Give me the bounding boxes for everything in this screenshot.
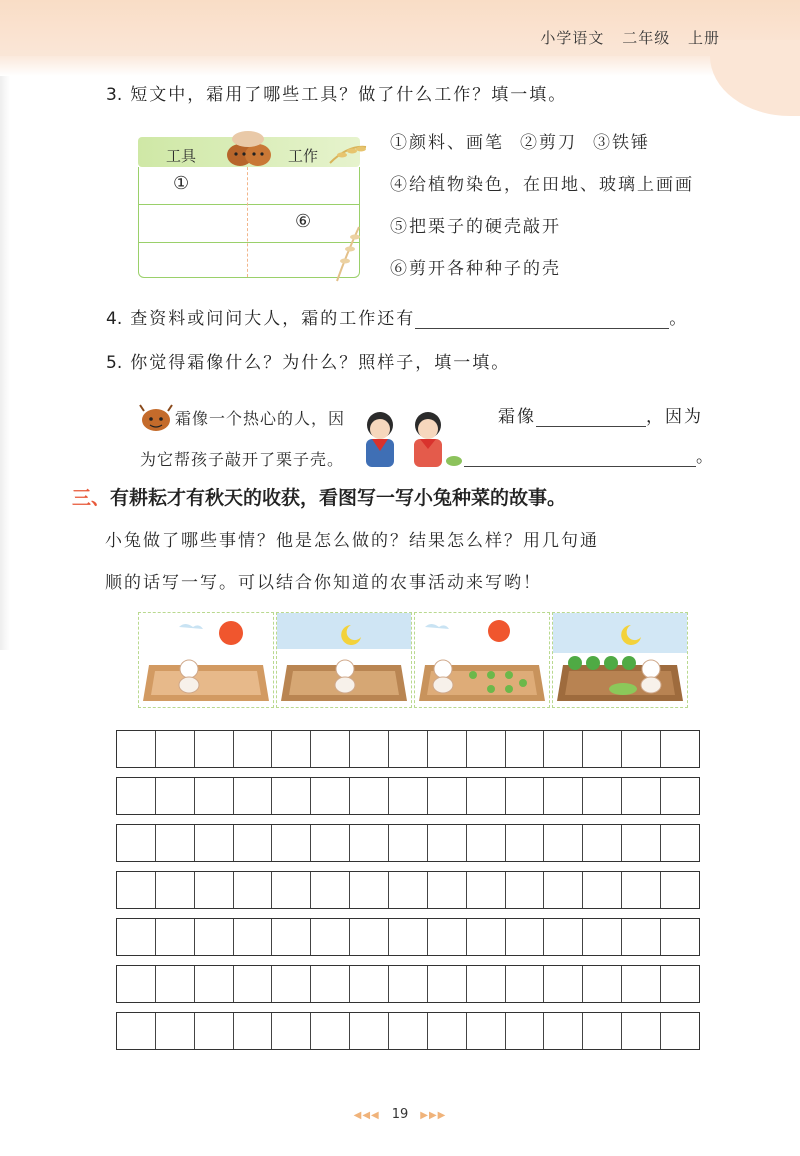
section-3-instruction-2: 顺的话写一写。可以结合你知道的农事活动来写哟！: [105, 573, 542, 593]
grid-cell[interactable]: [428, 825, 467, 861]
grid-cell[interactable]: [661, 966, 699, 1002]
grid-cell[interactable]: [544, 778, 583, 814]
grid-row: [116, 918, 700, 956]
header-subject: 小学语文: [540, 29, 605, 47]
grid-cell[interactable]: [234, 1013, 273, 1049]
question-4-end: 。: [669, 309, 687, 329]
grid-cell[interactable]: [506, 1013, 545, 1049]
grid-cell[interactable]: [311, 966, 350, 1002]
grid-cell[interactable]: [389, 919, 428, 955]
grid-cell[interactable]: [583, 1013, 622, 1049]
option-item: ①颜料、画笔: [390, 133, 504, 153]
tool-work-table: [138, 137, 360, 279]
grid-cell[interactable]: [156, 966, 195, 1002]
grid-cell[interactable]: [195, 872, 234, 908]
grid-cell[interactable]: [272, 1013, 311, 1049]
grid-cell[interactable]: [506, 919, 545, 955]
grid-row: [116, 871, 700, 909]
grid-cell[interactable]: [622, 966, 661, 1002]
grid-cell[interactable]: [311, 825, 350, 861]
grid-cell[interactable]: [234, 919, 273, 955]
table-cell-tool: ①: [173, 173, 190, 194]
grid-cell[interactable]: [583, 825, 622, 861]
grid-cell[interactable]: [544, 919, 583, 955]
grid-cell[interactable]: [156, 825, 195, 861]
section-3-instruction-1: 小兔做了哪些事情？他是怎么做的？结果怎么样？用几句通: [105, 531, 599, 551]
chestnut-illustration: [218, 127, 278, 169]
grid-cell[interactable]: [661, 1013, 699, 1049]
grid-cell[interactable]: [389, 825, 428, 861]
grid-cell[interactable]: [156, 731, 195, 767]
question-5: [106, 348, 510, 373]
option-item: ⑤把栗子的硬壳敲开: [390, 217, 561, 237]
story-picture-3: [414, 612, 550, 708]
grid-cell[interactable]: [272, 825, 311, 861]
grid-cell[interactable]: [117, 1013, 156, 1049]
grid-cell[interactable]: [389, 1013, 428, 1049]
grid-cell[interactable]: [467, 966, 506, 1002]
left-arrows: ◀◀◀: [353, 1110, 380, 1121]
fill-end: 。: [696, 447, 713, 467]
grid-cell[interactable]: [350, 825, 389, 861]
grid-cell[interactable]: [311, 778, 350, 814]
grid-cell[interactable]: [195, 919, 234, 955]
grid-cell[interactable]: [350, 731, 389, 767]
story-picture-1: [138, 612, 274, 708]
grid-row: [116, 965, 700, 1003]
grid-cell[interactable]: [467, 919, 506, 955]
grid-cell[interactable]: [350, 872, 389, 908]
option-line: [390, 254, 710, 296]
wheat-icon: [328, 143, 368, 167]
grid-row: [116, 730, 700, 768]
grid-cell[interactable]: [350, 1013, 389, 1049]
page-footer: [0, 1107, 800, 1122]
example-line-2: 为它帮孩子敲开了栗子壳。: [140, 450, 345, 469]
grid-cell[interactable]: [506, 778, 545, 814]
page-edge: [0, 0, 10, 650]
story-picture-2: [276, 612, 412, 708]
section-3-heading: [72, 483, 566, 510]
question-5-text: 你觉得霜像什么？为什么？照样子，填一填。: [130, 353, 511, 373]
grid-cell[interactable]: [467, 778, 506, 814]
grid-cell[interactable]: [583, 919, 622, 955]
grid-cell[interactable]: [234, 731, 273, 767]
option-item: ④给植物染色，在田地、玻璃上画画: [390, 175, 694, 195]
page-header: [528, 27, 720, 48]
grid-cell[interactable]: [117, 825, 156, 861]
fill-mid: ，因为: [646, 407, 703, 427]
children-illustration: [350, 405, 462, 469]
answer-blank[interactable]: [536, 406, 646, 427]
grid-cell[interactable]: [583, 872, 622, 908]
grid-cell[interactable]: [195, 1013, 234, 1049]
grid-cell[interactable]: [350, 966, 389, 1002]
answer-blank[interactable]: [464, 446, 696, 467]
answer-blank[interactable]: [415, 306, 669, 329]
grid-cell[interactable]: [350, 919, 389, 955]
grid-cell[interactable]: [622, 1013, 661, 1049]
grid-cell[interactable]: [156, 872, 195, 908]
header-fade: [0, 56, 720, 76]
grid-row: [116, 1012, 700, 1050]
grid-cell[interactable]: [506, 731, 545, 767]
grid-cell[interactable]: [117, 731, 156, 767]
table-cell-work: ⑥: [295, 211, 312, 232]
grid-cell[interactable]: [428, 778, 467, 814]
section-3-number: 三、: [72, 487, 111, 509]
grid-cell[interactable]: [506, 825, 545, 861]
grid-cell[interactable]: [272, 731, 311, 767]
grid-cell[interactable]: [467, 872, 506, 908]
grid-cell[interactable]: [428, 966, 467, 1002]
grid-cell[interactable]: [272, 778, 311, 814]
grid-cell[interactable]: [156, 1013, 195, 1049]
page-number: 19: [391, 1107, 409, 1122]
grid-cell[interactable]: [428, 919, 467, 955]
table-header-tool: 工具: [166, 147, 197, 165]
question-3: [106, 80, 567, 105]
grid-cell[interactable]: [583, 778, 622, 814]
grid-cell[interactable]: [117, 919, 156, 955]
grid-cell[interactable]: [234, 778, 273, 814]
grid-cell[interactable]: [428, 872, 467, 908]
grid-cell[interactable]: [622, 825, 661, 861]
right-arrows: ▶▶▶: [420, 1110, 447, 1121]
answer-options: [390, 128, 710, 296]
fill-start: 霜像: [498, 407, 536, 427]
grid-cell[interactable]: [389, 966, 428, 1002]
grid-cell[interactable]: [544, 966, 583, 1002]
grid-cell[interactable]: [117, 872, 156, 908]
table-row-line: [139, 204, 359, 205]
header-grade: 二年级: [622, 29, 671, 47]
grid-cell[interactable]: [156, 778, 195, 814]
table-column-line: [247, 167, 248, 277]
grid-cell[interactable]: [467, 825, 506, 861]
grid-cell[interactable]: [622, 919, 661, 955]
option-item: ⑥剪开各种种子的壳: [390, 259, 561, 279]
table-row-line: [139, 242, 359, 243]
grid-cell[interactable]: [389, 731, 428, 767]
option-item: ③铁锤: [593, 133, 650, 153]
fill-line-2: [464, 442, 713, 467]
grid-cell[interactable]: [661, 919, 699, 955]
grid-cell[interactable]: [544, 1013, 583, 1049]
grid-cell[interactable]: [467, 1013, 506, 1049]
grid-cell[interactable]: [661, 778, 699, 814]
grid-cell[interactable]: [583, 966, 622, 1002]
grid-cell[interactable]: [583, 731, 622, 767]
grid-cell[interactable]: [234, 872, 273, 908]
section-3-title: 有耕耘才有秋天的收获，看图写一写小兔种菜的故事。: [110, 487, 567, 509]
grid-cell[interactable]: [661, 731, 699, 767]
wheat-icon: [333, 223, 363, 283]
question-3-text: 短文中，霜用了哪些工具？做了什么工作？填一填。: [130, 85, 568, 105]
grid-cell[interactable]: [506, 966, 545, 1002]
option-line: [390, 170, 710, 212]
grid-cell[interactable]: [311, 1013, 350, 1049]
grid-cell[interactable]: [428, 1013, 467, 1049]
grid-cell[interactable]: [117, 966, 156, 1002]
grid-cell[interactable]: [311, 731, 350, 767]
grid-cell[interactable]: [389, 778, 428, 814]
option-item: ②剪刀: [520, 133, 577, 153]
grid-cell[interactable]: [544, 872, 583, 908]
grid-cell[interactable]: [389, 872, 428, 908]
grid-cell[interactable]: [234, 966, 273, 1002]
question-4: [106, 304, 686, 329]
grid-cell[interactable]: [272, 872, 311, 908]
table-header-work: 工作: [288, 147, 319, 165]
grid-cell[interactable]: [272, 966, 311, 1002]
question-3-number: 3.: [106, 85, 123, 105]
grid-cell[interactable]: [544, 825, 583, 861]
grid-cell[interactable]: [506, 872, 545, 908]
grid-cell[interactable]: [117, 778, 156, 814]
question-4-text: 查资料或问问大人，霜的工作还有: [130, 309, 416, 329]
grid-cell[interactable]: [156, 919, 195, 955]
grid-cell[interactable]: [661, 872, 699, 908]
header-wave: [710, 40, 800, 116]
grid-cell[interactable]: [195, 731, 234, 767]
header-volume: 上册: [687, 29, 720, 47]
grid-cell[interactable]: [622, 778, 661, 814]
grid-cell[interactable]: [622, 872, 661, 908]
grid-cell[interactable]: [272, 919, 311, 955]
grid-cell[interactable]: [234, 825, 273, 861]
question-4-number: 4.: [106, 309, 123, 329]
grid-cell[interactable]: [428, 731, 467, 767]
grid-cell[interactable]: [544, 731, 583, 767]
grid-cell[interactable]: [195, 966, 234, 1002]
example-line-1: 霜像一个热心的人，因: [175, 409, 346, 428]
grid-cell[interactable]: [622, 731, 661, 767]
grid-cell[interactable]: [467, 731, 506, 767]
grid-cell[interactable]: [311, 919, 350, 955]
chestnut-illustration: [138, 403, 174, 433]
grid-cell[interactable]: [311, 872, 350, 908]
story-pictures: [138, 612, 684, 708]
grid-row: [116, 777, 700, 815]
option-line: [390, 128, 710, 170]
question-5-number: 5.: [106, 353, 123, 373]
fill-line-1: [498, 402, 703, 427]
grid-row: [116, 824, 700, 862]
grid-cell[interactable]: [195, 778, 234, 814]
grid-cell[interactable]: [195, 825, 234, 861]
option-line: [390, 212, 710, 254]
grid-cell[interactable]: [350, 778, 389, 814]
table-body: [138, 167, 360, 278]
grid-cell[interactable]: [661, 825, 699, 861]
story-picture-4: [552, 612, 688, 708]
